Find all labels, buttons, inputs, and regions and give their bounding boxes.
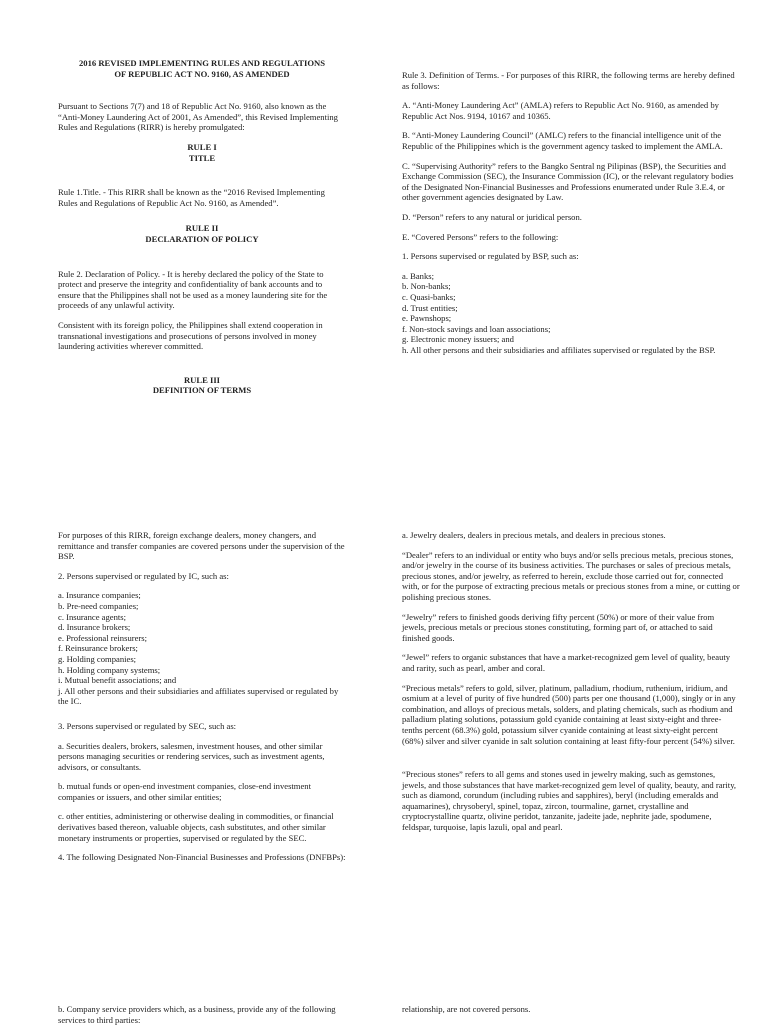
rule1-title: RULE I	[187, 141, 217, 152]
rule2-subtitle: DECLARATION OF POLICY	[145, 233, 259, 244]
rule3-subtitle: DEFINITION OF TERMS	[152, 385, 252, 396]
page3-left-column	[58, 1004, 346, 1025]
list-item: a. Banks;	[402, 270, 434, 281]
page2-left-column	[58, 530, 346, 872]
intro-paragraph: Pursuant to Sections 7(7) and 18 of Republic Act No. 9160, also known as the “Anti-Money Laundering Act of 2001, As Amended”, this Revised Implementing Rules and Regulations (RIRR) is hereby promulgated:	[58, 101, 338, 133]
page1-right-column	[402, 70, 740, 355]
rule1-text: Rule 1.Title. - This RIRR shall be known as the “2016 Revised Implementing Rules and Regulations of Republic Act No. 9160, as Amended”.	[58, 187, 325, 208]
rule3-text: Rule 3. Definition of Terms. - For purposes of this RIRR, the following terms are hereby defined as follows:	[402, 70, 735, 91]
jewel-definition: “Jewel” refers to organic substances that have a market-recognized gem level of quality, beauty and rarity, such as pearl, amber and coral.	[402, 652, 731, 673]
sec-intro: 3. Persons supervised or regulated by SEC, such as:	[58, 720, 237, 731]
rule3-heading	[58, 375, 346, 396]
bsp-intro: 1. Persons supervised or regulated by BSP, such as:	[402, 251, 579, 262]
rule2-text: Rule 2. Declaration of Policy. - It is hereby declared the policy of the State to protect and preserve the integrity and confidentiality of bank accounts and to ensure that the Philippines shall not be used as a money laundering site for the proceeds of any unlawful activity.	[58, 268, 328, 311]
list-item: g. Electronic money issuers; and	[402, 334, 514, 345]
list-item: h. All other persons and their subsidiaries and affiliates supervised or regulated by the BSP.	[402, 344, 716, 355]
list-item: f. Non-stock savings and loan associations;	[402, 323, 551, 334]
ic-list	[58, 590, 346, 707]
rule2-heading	[58, 223, 346, 244]
dealer-definition: “Dealer” refers to an individual or entity who buys and/or sells precious metals, precious stones, and/or jewelry in the course of its business activities. The purchases or sales of precious metals, precious stones, and/or jewelry, as referred to herein, exclude those carried out for, connected with, or for the purpose of extracting precious metals or precious stones from a mine, or cutting or polishing precious stones.	[402, 549, 740, 602]
definition-d: D. “Person” refers to any natural or juridical person.	[402, 211, 582, 222]
document-title	[58, 58, 346, 79]
list-item: e. Pawnshops;	[402, 313, 452, 324]
list-item: b. Pre-need companies;	[58, 600, 139, 611]
list-item: d. Trust entities;	[402, 302, 458, 313]
precious-stones-definition: “Precious stones” refers to all gems and stones used in jewelry making, such as gemstones, jewels, and those substances that have market-recognized gem level of quality, beauty, and rarity, such as diamond, corundum (including rubies and sapphires), beryl (including emeralds and aquamarines), chrysoberyl, spinel, topaz, zircon, tourmaline, garnet, crystalline and cryptocrystalline quartz, olivine peridot, tanzanite, jadeite jade, nephrite jade, spodumene, feldspar, turquoise, lapis lazuli, opal and pearl.	[402, 769, 737, 833]
list-item: c. Insurance agents;	[58, 611, 127, 622]
document-title-line1: 2016 REVISED IMPLEMENTING RULES AND REGULATIONS	[79, 58, 325, 68]
page3-right-column	[402, 1004, 740, 1015]
ic-intro: 2. Persons supervised or regulated by IC, such as:	[58, 570, 229, 581]
dnfbp-intro: 4. The following Designated Non-Financial Businesses and Professions (DNFBPs):	[58, 852, 346, 863]
precious-metals-definition: “Precious metals” refers to gold, silver, platinum, palladium, rhodium, ruthenium, iridium, and osmium at a level of purity of five hundred (500) parts per one thousand (1,000), singly or in any combination, and alloys of precious metals, solders, and plating chemicals, such as rhodium and palladium plating solutions, potassium gold cyanide containing at least sixty-eight and three-tenths percent (68.3%) gold, potassium silver cyanide containing at least sixty-eight percent (68%) silver and silver cyanide in salt solution containing at least fifty-four percent (54%) silver.	[402, 682, 736, 746]
bsp-list	[402, 271, 740, 356]
jewelry-definition: “Jewelry” refers to finished goods deriving fifty percent (50%) or more of their value from jewels, precious metals or precious stones constituting, forming part of, or attached to said finished goods.	[402, 611, 715, 643]
definition-b: B. “Anti-Money Laundering Council” (AMLC) refers to the financial intelligence unit of the Republic of the Philippines which is the government agency tasked to implement the AMLA.	[402, 130, 723, 151]
sec-item-b: b. mutual funds or open-end investment companies, close-end investment companies or issuers, and other similar entities;	[58, 781, 311, 802]
forex-paragraph: For purposes of this RIRR, foreign exchange dealers, money changers, and remittance and transfer companies are covered persons under the supervision of the BSP.	[58, 530, 345, 562]
definition-c: C. “Supervising Authority” refers to the Bangko Sentral ng Pilipinas (BSP), the Securities and Exchange Commission (SEC), the Insurance Commission (IC), or the relevant regulatory bodies of the Designated Non-Financial Businesses and Professions enumerated under Rule 3.E.4, or other government agencies designated by Law.	[402, 160, 734, 203]
document-title-line2: OF REPUBLIC ACT NO. 9160, AS AMENDED	[114, 68, 290, 79]
rule1-heading	[58, 142, 346, 163]
sec-item-c: c. other entities, administering or otherwise dealing in commodities, or financial derivatives based thereon, valuable objects, cash substitutes, and other similar monetary instruments or properties, supervised or regulated by the SEC.	[58, 811, 334, 843]
page1-left-column	[58, 58, 346, 396]
list-item: a. Insurance companies;	[58, 590, 141, 601]
list-item: c. Quasi-banks;	[402, 291, 456, 302]
list-item: j. All other persons and their subsidiaries and affiliates supervised or regulated by the IC.	[58, 685, 339, 707]
sec-item-a: a. Securities dealers, brokers, salesmen, investment houses, and other similar persons managing securities or rendering services, such as investment agents, advisors, or consultants.	[58, 740, 325, 772]
list-item: i. Mutual benefit associations; and	[58, 675, 177, 686]
list-item: g. Holding companies;	[58, 653, 137, 664]
rule2-title: RULE II	[185, 223, 219, 234]
rule3-title: RULE III	[183, 374, 221, 385]
rule1-subtitle: TITLE	[188, 152, 216, 163]
list-item: b. Non-banks;	[402, 281, 451, 292]
list-item: h. Holding company systems;	[58, 664, 161, 675]
list-item: d. Insurance brokers;	[58, 622, 131, 633]
list-item: f. Reinsurance brokers;	[58, 643, 138, 654]
definition-e: E. “Covered Persons” refers to the following:	[402, 231, 559, 242]
page3-fragment: relationship, are not covered persons.	[402, 1004, 531, 1014]
page2-right-column	[402, 530, 740, 842]
dnfbp-item-b: b. Company service providers which, as a business, provide any of the following services to third parties:	[58, 1004, 336, 1025]
dnfbp-item-a: a. Jewelry dealers, dealers in precious metals, and dealers in precious stones.	[402, 530, 666, 540]
list-item: e. Professional reinsurers;	[58, 632, 148, 643]
definition-a: A. “Anti-Money Laundering Act” (AMLA) refers to Republic Act No. 9160, as amended by Republic Act Nos. 9194, 10167 and 10365.	[402, 100, 719, 121]
rule2-text2: Consistent with its foreign policy, the Philippines shall extend cooperation in transnational investigations and prosecutions of persons involved in money laundering activities wherever committed.	[58, 319, 323, 352]
